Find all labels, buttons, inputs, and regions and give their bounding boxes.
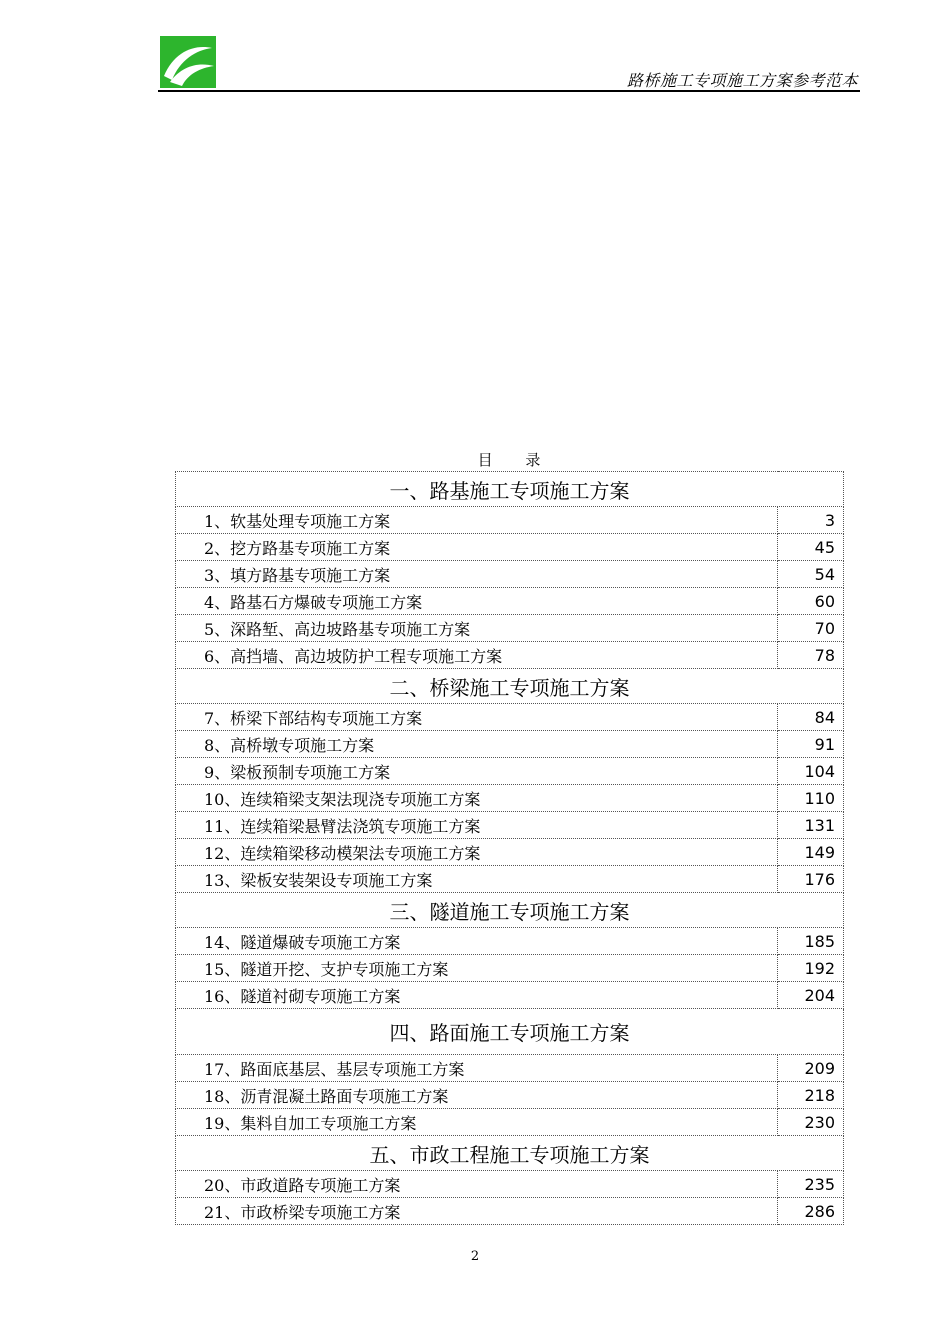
toc-entry-row[interactable] (176, 785, 844, 812)
toc-section-row (176, 669, 844, 704)
toc-entry-row[interactable] (176, 704, 844, 731)
toc-entry-label: 2、挖方路基专项施工方案 (176, 534, 778, 561)
toc-entry-page: 149 (778, 839, 844, 866)
toc-entry-label: 12、连续箱梁移动模架法专项施工方案 (176, 839, 778, 866)
toc-entry-page: 91 (778, 731, 844, 758)
toc-entry-page: 192 (778, 955, 844, 982)
toc-section-title: 四、路面施工专项施工方案 (176, 1009, 844, 1055)
toc-entry-page: 131 (778, 812, 844, 839)
toc-section-row (176, 1136, 844, 1171)
company-logo (160, 36, 216, 88)
toc-entry-label: 17、路面底基层、基层专项施工方案 (176, 1055, 778, 1082)
toc-entry-label: 19、集料自加工专项施工方案 (176, 1109, 778, 1136)
toc-entry-page: 3 (778, 507, 844, 534)
toc-entry-label: 20、市政道路专项施工方案 (176, 1171, 778, 1198)
toc-entry-page: 78 (778, 642, 844, 669)
toc-entry-row[interactable] (176, 731, 844, 758)
toc-entry-page: 286 (778, 1198, 844, 1225)
toc-entry-row[interactable] (176, 1198, 844, 1225)
toc-heading: 目 录 (477, 451, 555, 469)
toc-entry-row[interactable] (176, 839, 844, 866)
toc-entry-label: 7、桥梁下部结构专项施工方案 (176, 704, 778, 731)
toc-entry-row[interactable] (176, 1109, 844, 1136)
toc-entry-row[interactable] (176, 866, 844, 893)
toc-entry-page: 70 (778, 615, 844, 642)
toc-entry-label: 21、市政桥梁专项施工方案 (176, 1198, 778, 1225)
toc-entry-page: 209 (778, 1055, 844, 1082)
toc-entry-row[interactable] (176, 928, 844, 955)
toc-entry-label: 16、隧道衬砌专项施工方案 (176, 982, 778, 1009)
toc-section-title: 二、桥梁施工专项施工方案 (176, 669, 844, 704)
toc-entry-page: 54 (778, 561, 844, 588)
table-of-contents (175, 471, 844, 1225)
toc-entry-label: 11、连续箱梁悬臂法浇筑专项施工方案 (176, 812, 778, 839)
toc-entry-page: 104 (778, 758, 844, 785)
toc-entry-row[interactable] (176, 507, 844, 534)
toc-entry-row[interactable] (176, 1055, 844, 1082)
toc-entry-label: 14、隧道爆破专项施工方案 (176, 928, 778, 955)
toc-entry-row[interactable] (176, 812, 844, 839)
toc-entry-label: 9、梁板预制专项施工方案 (176, 758, 778, 785)
toc-entry-row[interactable] (176, 1082, 844, 1109)
toc-entry-label: 5、深路堑、高边坡路基专项施工方案 (176, 615, 778, 642)
toc-section-row (176, 472, 844, 507)
toc-section-row (176, 893, 844, 928)
toc-entry-row[interactable] (176, 1171, 844, 1198)
toc-entry-row[interactable] (176, 642, 844, 669)
toc-entry-label: 8、高桥墩专项施工方案 (176, 731, 778, 758)
toc-section-title: 五、市政工程施工专项施工方案 (176, 1136, 844, 1171)
toc-entry-label: 4、路基石方爆破专项施工方案 (176, 588, 778, 615)
toc-entry-page: 84 (778, 704, 844, 731)
toc-entry-page: 230 (778, 1109, 844, 1136)
toc-entry-label: 15、隧道开挖、支护专项施工方案 (176, 955, 778, 982)
toc-entry-label: 3、填方路基专项施工方案 (176, 561, 778, 588)
toc-entry-page: 45 (778, 534, 844, 561)
toc-entry-label: 10、连续箱梁支架法现浇专项施工方案 (176, 785, 778, 812)
toc-entry-row[interactable] (176, 561, 844, 588)
toc-entry-label: 6、高挡墙、高边坡防护工程专项施工方案 (176, 642, 778, 669)
toc-entry-label: 18、沥青混凝土路面专项施工方案 (176, 1082, 778, 1109)
toc-entry-page: 110 (778, 785, 844, 812)
toc-entry-label: 1、软基处理专项施工方案 (176, 507, 778, 534)
toc-entry-row[interactable] (176, 982, 844, 1009)
toc-entry-row[interactable] (176, 534, 844, 561)
header-title: 路桥施工专项施工方案参考范本 (626, 71, 858, 90)
toc-entry-page: 176 (778, 866, 844, 893)
toc-entry-page: 204 (778, 982, 844, 1009)
toc-entry-row[interactable] (176, 758, 844, 785)
toc-entry-page: 218 (778, 1082, 844, 1109)
toc-section-row (176, 1009, 844, 1055)
toc-entry-page: 235 (778, 1171, 844, 1198)
toc-entry-row[interactable] (176, 955, 844, 982)
toc-entry-page: 185 (778, 928, 844, 955)
header-divider (158, 90, 860, 92)
toc-section-title: 三、隧道施工专项施工方案 (176, 893, 844, 928)
toc-section-title: 一、路基施工专项施工方案 (176, 472, 844, 507)
toc-entry-row[interactable] (176, 588, 844, 615)
toc-entry-page: 60 (778, 588, 844, 615)
page-number: 2 (470, 1249, 480, 1264)
toc-entry-label: 13、梁板安装架设专项施工方案 (176, 866, 778, 893)
toc-entry-row[interactable] (176, 615, 844, 642)
